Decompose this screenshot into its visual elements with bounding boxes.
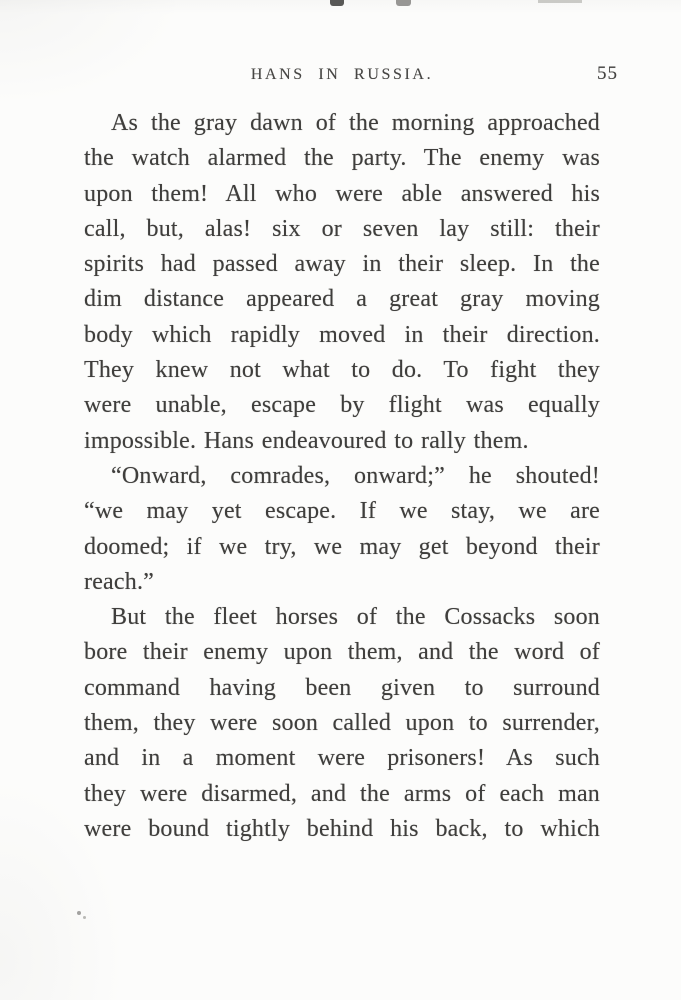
text-line: They knew not what to do. To fight they xyxy=(84,357,600,384)
text-line: reach.” xyxy=(84,568,155,595)
scan-artifact-dot xyxy=(77,911,81,915)
text-line: were bound tightly behind his back, to which xyxy=(84,815,600,842)
text-line: upon them! All who were able answered his xyxy=(84,180,600,207)
text-line: body which rapidly moved in their direction. xyxy=(84,321,600,348)
text-line: and in a moment were prisoners! As such xyxy=(84,745,600,772)
running-header xyxy=(84,63,618,90)
scan-artifact-top-speck xyxy=(330,0,344,6)
text-line: But the fleet horses of the Cossacks soon xyxy=(111,604,600,631)
text-line: dim distance appeared a great gray moving xyxy=(84,286,600,313)
paragraph xyxy=(84,106,600,459)
text-line: impossible. Hans endeavoured to rally them. xyxy=(84,427,529,454)
text-line: they were disarmed, and the arms of each man xyxy=(84,780,600,807)
text-line: them, they were soon called upon to surrender, xyxy=(84,710,600,737)
paragraph xyxy=(84,459,600,600)
page-number: 55 xyxy=(597,63,618,84)
scan-artifact-top-smudge xyxy=(396,0,411,6)
paragraph xyxy=(84,600,600,847)
body-text xyxy=(84,106,600,847)
text-line: “Onward, comrades, onward;” he shouted! xyxy=(111,462,600,489)
text-line: bore their enemy upon them, and the word of xyxy=(84,639,600,666)
text-line: the watch alarmed the party. The enemy was xyxy=(84,145,600,172)
text-line: were unable, escape by flight was equally xyxy=(84,392,600,419)
scan-artifact-dot xyxy=(83,916,86,919)
scan-artifact-top-band xyxy=(538,0,582,3)
text-line: spirits had passed away in their sleep. In the xyxy=(84,251,600,278)
running-title: HANS IN RUSSIA. xyxy=(250,66,434,83)
text-line: As the gray dawn of the morning approached xyxy=(111,110,600,136)
text-line: doomed; if we try, we may get beyond their xyxy=(84,533,600,560)
text-line: command having been given to surround xyxy=(84,674,600,701)
text-line: call, but, alas! six or seven lay still: their xyxy=(84,215,600,242)
text-line: “we may yet escape. If we stay, we are xyxy=(84,498,600,525)
